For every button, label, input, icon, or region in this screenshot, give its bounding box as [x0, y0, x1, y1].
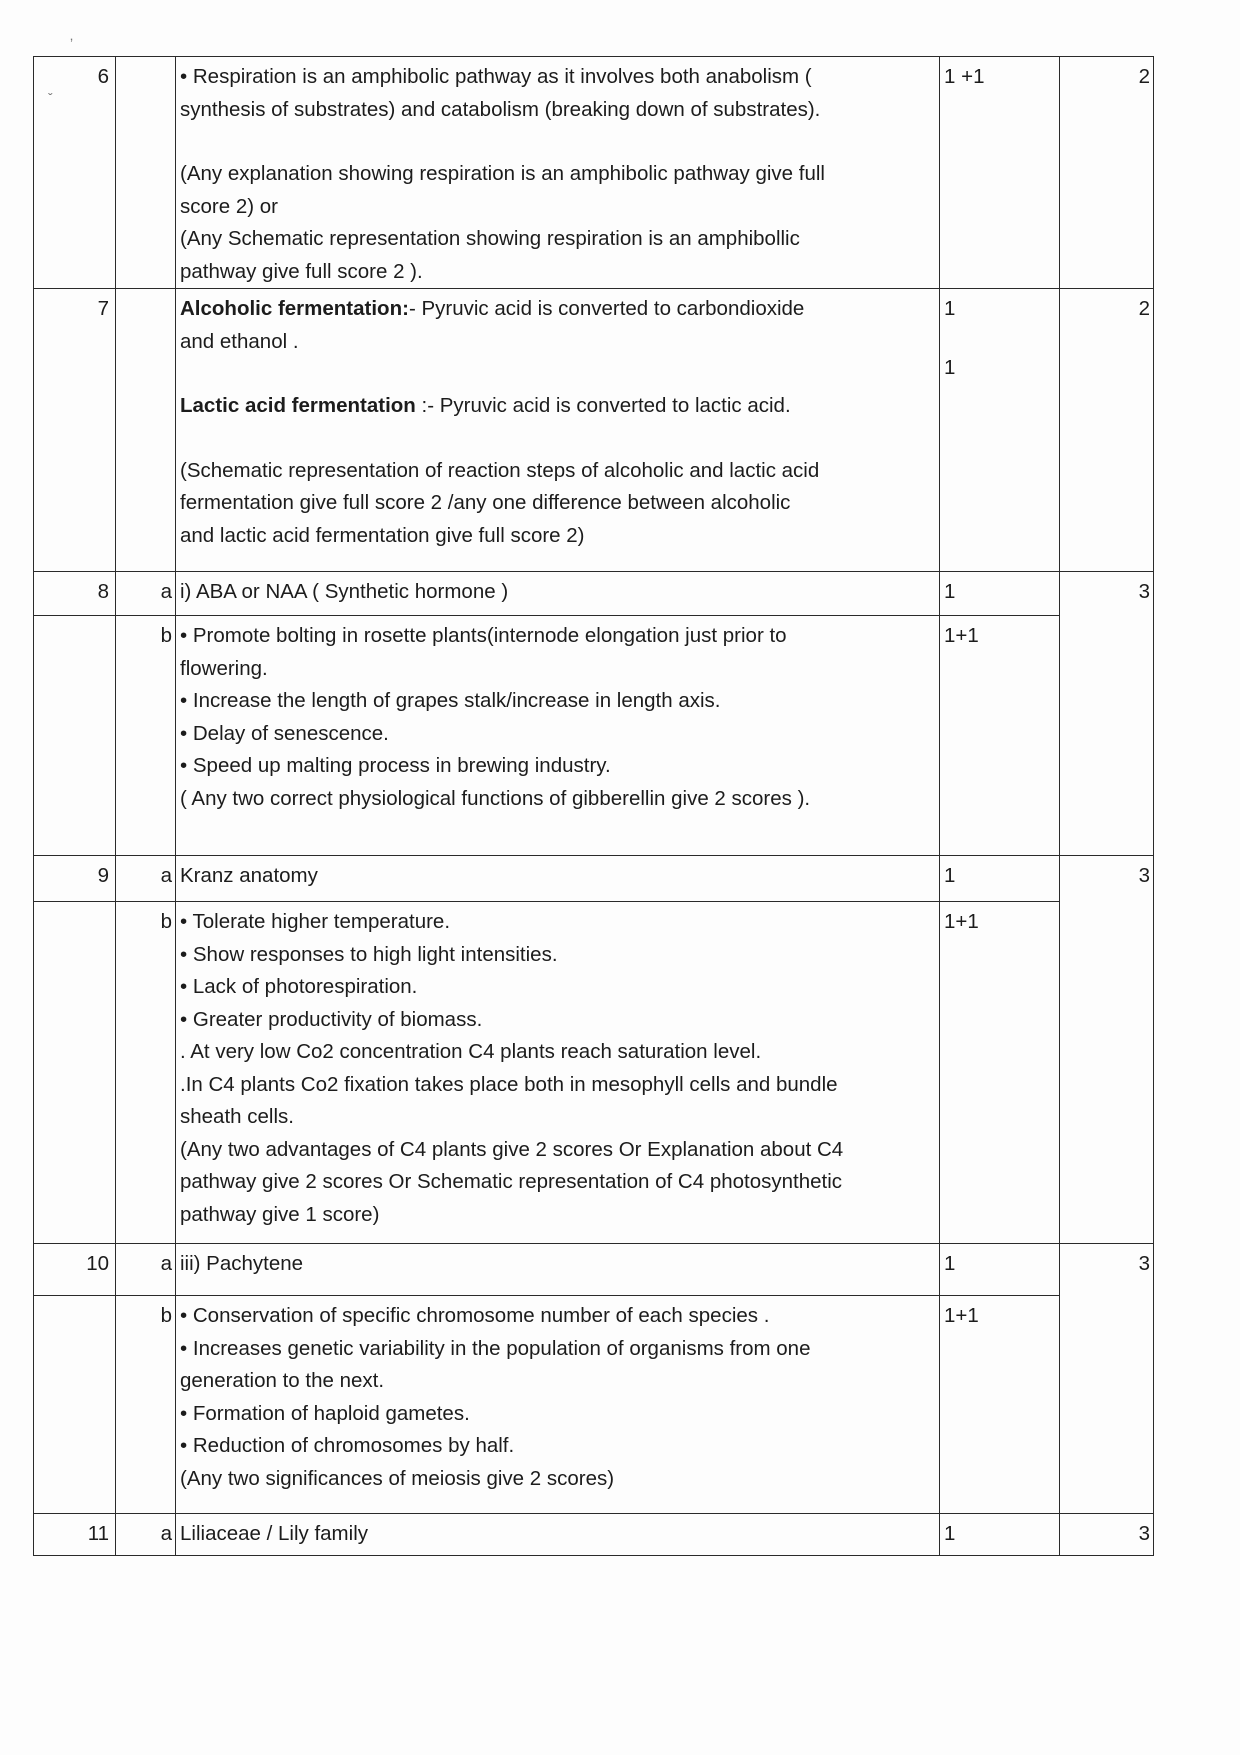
answer-line: ( Any two correct physiological functions of gibberellin give 2 scores ).: [180, 786, 811, 810]
total-score: 3: [1060, 1244, 1154, 1296]
answer-line: (Any two advantages of C4 plants give 2 scores Or Explanation about C4: [180, 1137, 844, 1161]
score-split: 1+1: [940, 616, 1060, 856]
table-row: [34, 616, 1154, 856]
score-split: 1: [940, 856, 1060, 902]
question-number: [34, 1296, 116, 1514]
question-number: 10: [34, 1244, 116, 1296]
answer-line: pathway give full score 2 ).: [180, 259, 423, 283]
answer-line: (Any explanation showing respiration is an amphibolic pathway give full: [180, 162, 825, 185]
answer-line: • Reduction of chromosomes by half.: [180, 1434, 515, 1457]
total-score: [1060, 1296, 1154, 1514]
question-part: b: [116, 616, 176, 856]
blank-line: [180, 423, 934, 455]
question-number: 6: [34, 57, 116, 289]
table-row: [34, 289, 1154, 572]
score-split-value: 1: [944, 297, 956, 320]
question-part: [116, 289, 176, 572]
table-row: [34, 902, 1154, 1244]
question-number: [34, 902, 116, 1244]
answer-cell: [176, 1514, 940, 1556]
table-row: [34, 1296, 1154, 1514]
answer-line: pathway give 1 score): [180, 1202, 380, 1226]
answer-line: Kranz anatomy: [180, 864, 318, 887]
question-part: b: [116, 902, 176, 1244]
alcoholic-fermentation-text: - Pyruvic acid is converted to carbondioxide: [408, 297, 805, 320]
question-number: [34, 616, 116, 856]
answer-line: • Lack of photorespiration.: [180, 975, 418, 998]
scan-mark-left: ˇ: [48, 90, 53, 106]
answer-line: and lactic acid fermentation give full score 2): [180, 523, 585, 547]
answer-line: . At very low Co2 concentration C4 plants reach saturation level.: [180, 1040, 762, 1063]
answer-line: score 2) or: [180, 194, 278, 218]
answer-cell: [176, 57, 940, 289]
answer-cell: [176, 616, 940, 856]
answer-line: (Any two significances of meiosis give 2 scores): [180, 1466, 615, 1490]
answer-line: • Delay of senescence.: [180, 721, 389, 745]
table-row: [34, 1244, 1154, 1296]
lactic-fermentation-text: :- Pyruvic acid is converted to lactic acid.: [415, 394, 791, 417]
question-part: a: [116, 856, 176, 902]
score-split: 1+1: [940, 902, 1060, 1244]
score-split: 1: [940, 1514, 1060, 1556]
score-split: 1: [940, 1244, 1060, 1296]
table-row: [34, 57, 1154, 289]
answer-key-table: [33, 56, 1154, 1556]
answer-cell: [176, 572, 940, 616]
question-number: 9: [34, 856, 116, 902]
total-score: 3: [1060, 572, 1154, 616]
total-score: 3: [1060, 856, 1154, 902]
answer-line: • Increase the length of grapes stalk/increase in length axis.: [180, 689, 721, 712]
total-score: [1060, 616, 1154, 856]
question-part: a: [116, 1244, 176, 1296]
answer-line: • Speed up malting process in brewing industry.: [180, 754, 611, 777]
total-score: 3: [1060, 1514, 1154, 1556]
answer-line: • Show responses to high light intensities.: [180, 942, 558, 966]
question-number: 11: [34, 1514, 116, 1556]
answer-line: synthesis of substrates) and catabolism (breaking down of substrates).: [180, 97, 821, 121]
answer-line: and ethanol .: [180, 329, 299, 353]
answer-line: • Promote bolting in rosette plants(internode elongation just prior to: [180, 624, 787, 647]
answer-line: • Tolerate higher temperature.: [180, 910, 451, 933]
score-split-value: 1: [944, 355, 956, 379]
answer-cell: [176, 1296, 940, 1514]
answer-line: i) ABA or NAA ( Synthetic hormone ): [180, 580, 509, 603]
answer-cell: [176, 902, 940, 1244]
question-part: [116, 57, 176, 289]
answer-cell: [176, 289, 940, 572]
table-row: [34, 572, 1154, 616]
question-number: 7: [34, 289, 116, 572]
answer-line: Liliaceae / Lily family: [180, 1522, 368, 1545]
answer-line: • Increases genetic variability in the population of organisms from one: [180, 1336, 811, 1360]
answer-line: pathway give 2 scores Or Schematic representation of C4 photosynthetic: [180, 1170, 843, 1193]
question-part: a: [116, 1514, 176, 1556]
answer-line: iii) Pachytene: [180, 1252, 304, 1275]
answer-line: .In C4 plants Co2 fixation takes place both in mesophyll cells and bundle: [180, 1072, 838, 1096]
answer-line: (Schematic representation of reaction steps of alcoholic and lactic acid: [180, 458, 820, 482]
question-part: a: [116, 572, 176, 616]
answer-line: • Conservation of specific chromosome number of each species .: [180, 1304, 770, 1327]
table-row: [34, 856, 1154, 902]
answer-line: sheath cells.: [180, 1105, 294, 1128]
table-row: [34, 1514, 1154, 1556]
answer-line: • Greater productivity of biomass.: [180, 1007, 483, 1031]
total-score: [1060, 902, 1154, 1244]
score-split: 1+1: [940, 1296, 1060, 1514]
question-part: b: [116, 1296, 176, 1514]
score-split: 1 +1: [940, 57, 1060, 289]
score-split: [940, 289, 1060, 572]
scan-mark-top: ʼ: [70, 36, 74, 52]
answer-cell: [176, 856, 940, 902]
score-split: 1: [940, 572, 1060, 616]
answer-line: generation to the next.: [180, 1369, 385, 1392]
total-score: 2: [1060, 289, 1154, 572]
lactic-fermentation-label: Lactic acid fermentation: [180, 394, 416, 417]
answer-line: • Respiration is an amphibolic pathway as it involves both anabolism (: [180, 65, 812, 88]
blank-line: [180, 358, 934, 390]
answer-line: flowering.: [180, 656, 268, 680]
blank-line: [180, 126, 934, 158]
answer-line: fermentation give full score 2 /any one difference between alcoholic: [180, 491, 791, 514]
answer-line: [180, 390, 934, 423]
alcoholic-fermentation-label: Alcoholic fermentation:: [180, 297, 409, 320]
question-number: 8: [34, 572, 116, 616]
answer-line: [180, 293, 934, 326]
answer-line: (Any Schematic representation showing respiration is an amphibollic: [180, 227, 800, 250]
answer-line: • Formation of haploid gametes.: [180, 1401, 470, 1425]
answer-cell: [176, 1244, 940, 1296]
total-score: 2: [1060, 57, 1154, 289]
